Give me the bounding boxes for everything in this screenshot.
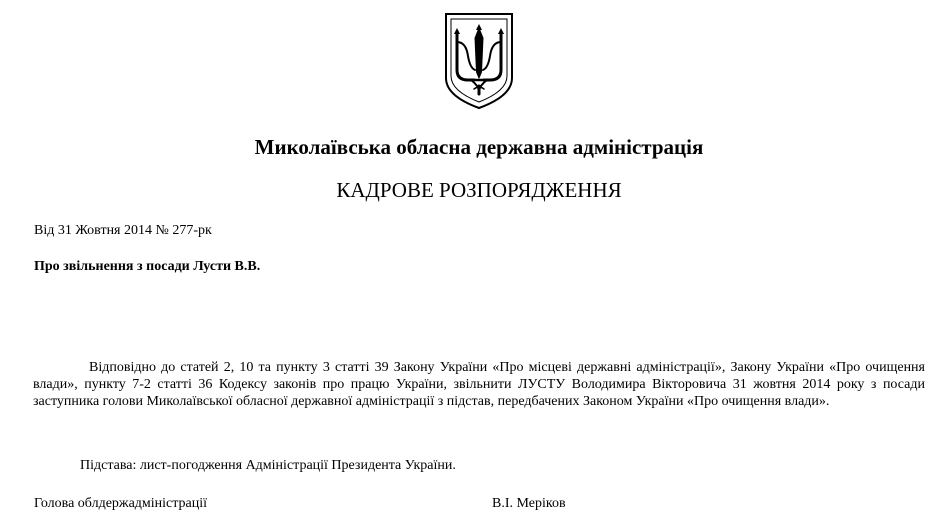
document-type-heading: КАДРОВЕ РОЗПОРЯДЖЕННЯ xyxy=(336,178,622,202)
document-date-number: Від 31 Жовтня 2014 № 277-рк xyxy=(34,223,212,238)
signatory-name: В.І. Меріков xyxy=(492,496,566,511)
organization-title: Миколаївська обласна державна адміністрація xyxy=(254,135,704,159)
signatory-title: Голова облдержадміністрації xyxy=(34,496,208,511)
document-subject: Про звільнення з посади Лусти В.В. xyxy=(34,259,261,274)
document-body-paragraph: Відповідно до статей 2, 10 та пункту 3 статті 39 Закону України «Про місцеві державні адміністрації», Закону України «Про очищення влади», пункту 7-2 статті 36 Кодексу законів про працю України, звільнити ЛУСТУ Володимира Вікторовича 31 жовтня 2014 року з посади заступника голови Миколаївської обласної державної адміністрації з підстав, передбачених Законом України «Про очищення влади». xyxy=(33,360,925,409)
coat-of-arms-icon xyxy=(444,12,514,110)
document-basis: Підстава: лист-погодження Адміністрації Президента України. xyxy=(80,458,456,473)
